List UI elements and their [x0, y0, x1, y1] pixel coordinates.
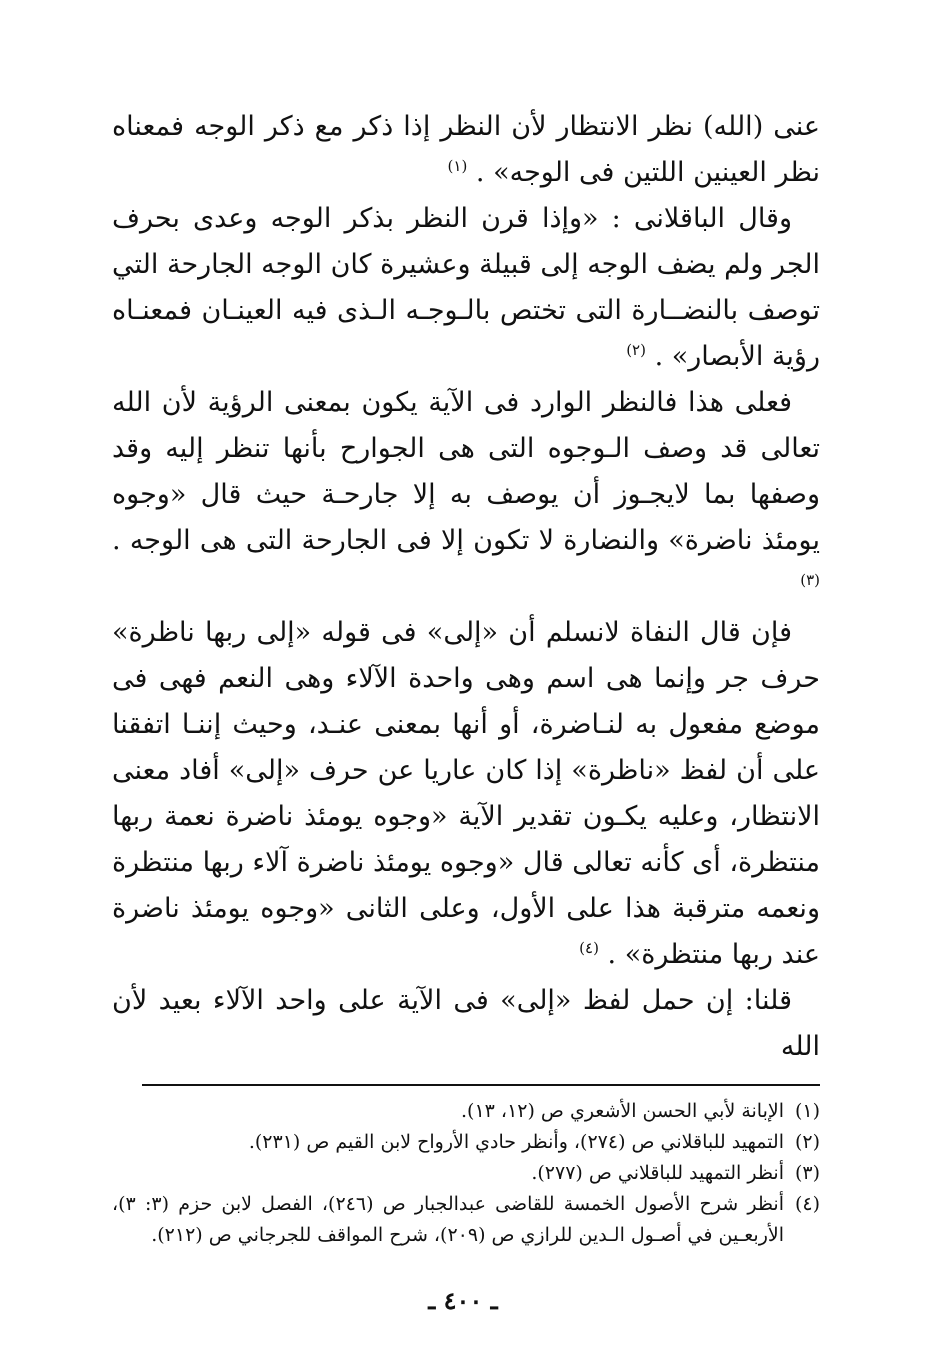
- body-text: [112, 104, 820, 1070]
- footnote-text: أنظر شرح الأصول الخمسة للقاضى عبدالجبار ص (٢٤٦)، الفصل لابن حزم (٣: ٣)، الأربعـين في أصـول الـدين للرازي ص (٢٠٩)، شرح المواقف للجرجاني ص (٢١٢).: [112, 1193, 784, 1246]
- paragraph: [112, 978, 820, 1070]
- footnote: [112, 1189, 820, 1251]
- footnote-number: (١): [794, 1100, 820, 1122]
- paragraph-text: فإن قال النفاة لانسلم أن «إلى» فى قوله «إلى ربها ناظرة» حرف جر وإنما هى اسم وهى واحدة الآلاء وهى النعم فهى فى موضع مفعول به لنـاضرة، أو أنها بمعنى عنـد، وحيث إننـا اتفقنا على أن لفظ «ناظرة» إذا كان عاريا عن حرف «إلى» أفاد معنى الانتظار، وعليه يكـون تقدير الآية «وجوه يومئذ ناضرة نعمة ربها منتظرة، أى كأنه تعالى قال «وجوه يومئذ ناضرة آلاء ربها منتظرة ونعمه مترقبة هذا على الأول، وعلى الثانى «وجوه يومئذ ناضرة عند ربها منتظرة» .: [112, 617, 820, 970]
- page-number: ـ ٤٠٠ ـ: [428, 1286, 498, 1315]
- footnote-ref: (١): [447, 157, 468, 175]
- footnote: [112, 1127, 820, 1158]
- footnote: [112, 1096, 820, 1127]
- footnote-ref: (٢): [626, 341, 646, 359]
- footnote-separator: [142, 1084, 820, 1086]
- footnote-number: (٢): [794, 1131, 820, 1153]
- paragraph: [112, 196, 820, 380]
- footnote-text: الإبانة لأبي الحسن الأشعري ص (١٢، ١٣).: [461, 1100, 784, 1122]
- footnote: [112, 1158, 820, 1189]
- paragraph-text: وقال الباقلانى : «وإذا قرن النظر بذكر الوجه وعدى بحرف الجر ولم يضف الوجه إلى قبيلة وعشيرة كان الوجه الجارحة التي توصف بالنضــارة التى تختص بالـوجـه الـذى فيه العينـان فمعنـاه رؤية الأبصار» .: [112, 203, 820, 372]
- footnote-text: التمهيد للباقلاني ص (٢٧٤)، وأنظر حادي الأرواح لابن القيم ص (٢٣١).: [248, 1131, 784, 1153]
- footnotes: [112, 1096, 820, 1251]
- footnote-number: (٤): [794, 1193, 820, 1215]
- paragraph: [112, 104, 820, 196]
- paragraph-text: قلنا: إن حمل لفظ «إلى» فى الآية على واحد الآلاء بعيد لأن الله: [112, 985, 820, 1062]
- paragraph-text: فعلى هذا فالنظر الوارد فى الآية يكون بمعنى الرؤية لأن الله تعالى قد وصف الـوجوه التى هى الجوارح بأنها تنظر إليه وقد وصفها بما لايجـوز أن يوصف به إلا جارحـة حيث قال «وجوه يومئذ ناضرة» والنضارة لا تكون إلا فى الجارحة التى هى الوجه .: [112, 387, 820, 556]
- page: [112, 104, 820, 1251]
- footnote-text: أنظر التمهيد للباقلاني ص (٢٧٧).: [531, 1162, 784, 1184]
- paragraph: [112, 380, 820, 610]
- footnote-ref: (٣): [800, 571, 820, 589]
- paragraph-text: عنى (الله) نظر الانتظار لأن النظر إذا ذكر مع ذكر الوجه فمعناه نظر العينين اللتين فى الوجه» .: [112, 111, 820, 188]
- footnote-number: (٣): [794, 1162, 820, 1184]
- footnote-ref: (٤): [579, 939, 599, 957]
- paragraph: [112, 610, 820, 978]
